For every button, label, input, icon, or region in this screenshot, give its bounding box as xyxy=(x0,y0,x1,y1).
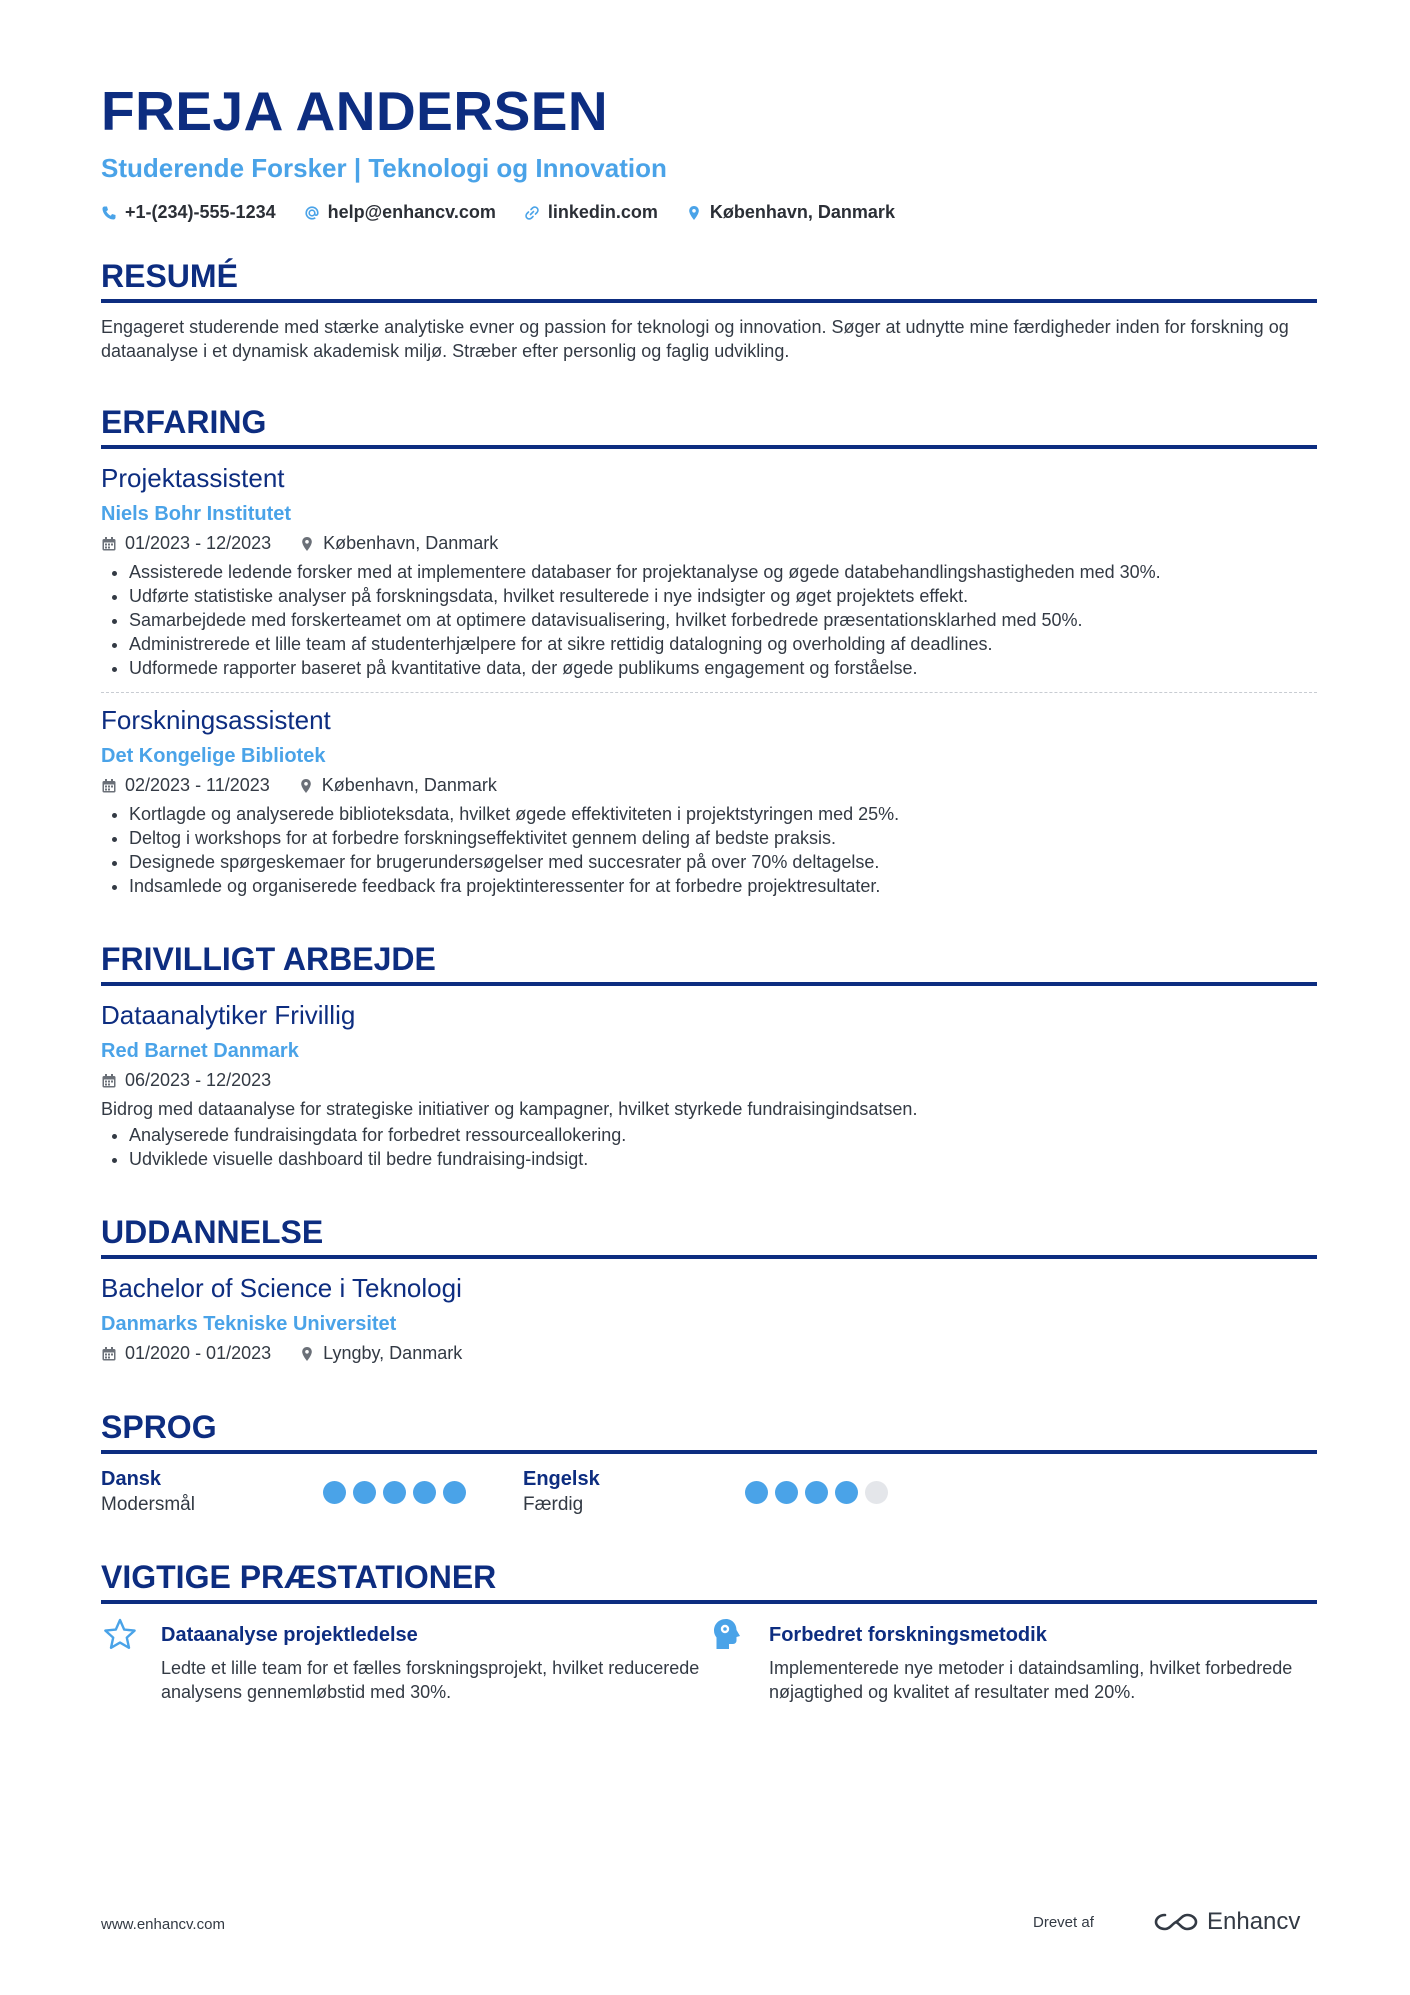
bullet-item: • Designede spørgeskemaer for brugerundersøgelser med succesrater på over 70% deltagelse. xyxy=(129,850,1317,874)
job-org: Det Kongelige Bibliotek xyxy=(101,745,326,767)
job-dates xyxy=(101,775,270,796)
enhancv-logo-icon xyxy=(1153,1910,1199,1934)
volunteer-meta xyxy=(101,1070,1317,1091)
dates-text: 06/2023 - 12/2023 xyxy=(125,1070,272,1090)
achievement-body xyxy=(161,1616,701,1704)
bullet-item: • Kortlagde og analyserede biblioteksdata, hvilket øgede effektiviteten i projektstyringen med 25%. xyxy=(129,802,1317,826)
section-title: FRIVILLIGT ARBEJDE xyxy=(101,941,436,977)
bullet-item: • Samarbejdede med forskerteamet om at optimere datavisualisering, hvilket forbedrede præsentationsklarhed med 50%. xyxy=(129,608,1317,632)
star-icon xyxy=(101,1616,139,1654)
footer-powered-by: Drevet af xyxy=(1033,1914,1094,1931)
rating-dot-filled xyxy=(443,1481,466,1504)
education-dates xyxy=(101,1343,271,1364)
job-role: Projektassistent xyxy=(101,463,285,493)
job-role: Forskningsassistent xyxy=(101,705,331,735)
section-title: SPROG xyxy=(101,1409,217,1445)
contact-phone[interactable] xyxy=(101,202,276,223)
achievement-title: Forbedret forskningsmetodik xyxy=(769,1624,1047,1646)
location-pin-icon xyxy=(686,205,702,221)
language-name: Dansk xyxy=(101,1468,162,1490)
section-rule xyxy=(101,299,1317,303)
achievement-text: Implementerede nye metoder i dataindsamling, hvilket forbedrede nøjagtighed og kvalitet af resultater med 20%. xyxy=(769,1658,1293,1702)
rating-dot-filled xyxy=(745,1481,768,1504)
location-text: Lyngby, Danmark xyxy=(323,1343,463,1363)
head-brain-icon xyxy=(709,1616,747,1654)
bullet-item: • Analyserede fundraisingdata for forbedret ressourceallokering. xyxy=(129,1123,1317,1147)
location-pin-icon xyxy=(298,778,314,794)
section-title: VIGTIGE PRÆSTATIONER xyxy=(101,1559,497,1595)
location-pin-icon xyxy=(299,1346,315,1362)
footer xyxy=(101,1908,1317,1942)
contact-linkedin[interactable] xyxy=(524,202,658,223)
rating-dot-filled xyxy=(413,1481,436,1504)
rating-dot-filled xyxy=(353,1481,376,1504)
candidate-name: FREJA ANDERSEN xyxy=(101,80,609,142)
contact-email[interactable] xyxy=(304,202,496,223)
bullet-item: • Deltog i workshops for at forbedre forskningseffektivitet gennem deling af bedste praksis. xyxy=(129,826,1317,850)
footer-url[interactable]: www.enhancv.com xyxy=(101,1916,225,1933)
section-rule xyxy=(101,982,1317,986)
school: Danmarks Tekniske Universitet xyxy=(101,1313,397,1335)
language-rating xyxy=(323,1481,466,1504)
location-text: København, Danmark xyxy=(321,775,497,795)
section-title: RESUMÉ xyxy=(101,258,238,294)
language-item xyxy=(101,1466,523,1518)
job-meta xyxy=(101,775,1317,796)
volunteer-org: Red Barnet Danmark xyxy=(101,1040,299,1062)
education-location xyxy=(299,1343,462,1364)
job-bullets xyxy=(101,802,1317,898)
language-level: Færdig xyxy=(523,1494,584,1515)
achievement-item xyxy=(709,1616,1317,1704)
education-meta xyxy=(101,1343,1317,1364)
bullet-item: • Indsamlede og organiserede feedback fra projektinteressenter for at forbedre projektresultater. xyxy=(129,874,1317,898)
achievements-row xyxy=(101,1616,1317,1704)
language-rating xyxy=(745,1481,888,1504)
job-location xyxy=(299,533,498,554)
bullet-item: • Udformede rapporter baseret på kvantitative data, der øgede publikums engagement og forståelse. xyxy=(129,656,1317,680)
achievements-section xyxy=(101,1558,1317,1704)
linkedin-text: linkedin.com xyxy=(547,202,658,222)
job-dates xyxy=(101,533,271,554)
bullet-item: • Administrerede et lille team af studenterhjælpere for at sikre rettidig datalogning og overholding af deadlines. xyxy=(129,632,1317,656)
section-title: ERFARING xyxy=(101,404,267,440)
entry-divider xyxy=(101,692,1317,693)
summary-text: Engageret studerende med stærke analytiske evner og passion for teknologi og innovation. Søger at udnytte mine færdigheder inden for forskning og dataanalyse i et dynamisk akademisk miljø. Stræber efter personlig og faglig udvikling. xyxy=(101,317,1289,361)
section-rule xyxy=(101,1450,1317,1454)
phone-icon xyxy=(101,205,117,221)
contact-bar xyxy=(101,202,1317,223)
bullet-item: • Udførte statistiske analyser på forskningsdata, hvilket resulterede i nye indsigter og øget projektets effekt. xyxy=(129,584,1317,608)
volunteer-section xyxy=(101,940,1317,1171)
language-name: Engelsk xyxy=(523,1468,600,1490)
section-rule xyxy=(101,1255,1317,1259)
section-rule xyxy=(101,1600,1317,1604)
contact-location xyxy=(686,202,895,223)
language-level: Modersmål xyxy=(101,1494,195,1515)
calendar-icon xyxy=(101,1346,117,1362)
section-rule xyxy=(101,445,1317,449)
achievement-item xyxy=(101,1616,709,1704)
candidate-title: Studerende Forsker | Teknologi og Innovation xyxy=(101,153,667,183)
summary-section xyxy=(101,257,1317,363)
section-title: UDDANNELSE xyxy=(101,1214,324,1250)
language-text xyxy=(101,1466,323,1518)
volunteer-bullets xyxy=(101,1123,1317,1171)
rating-dot-filled xyxy=(323,1481,346,1504)
volunteer-role: Dataanalytiker Frivillig xyxy=(101,1000,356,1030)
calendar-icon xyxy=(101,536,117,552)
location-text: København, Danmark xyxy=(709,202,895,222)
email-text: help@enhancv.com xyxy=(327,202,496,222)
rating-dot-filled xyxy=(383,1481,406,1504)
dates-text: 01/2020 - 01/2023 xyxy=(125,1343,272,1363)
phone-text: +1-(234)-555-1234 xyxy=(125,202,276,222)
experience-section xyxy=(101,403,1317,898)
achievement-title: Dataanalyse projektledelse xyxy=(161,1624,418,1646)
volunteer-dates xyxy=(101,1070,271,1091)
languages-section xyxy=(101,1408,1317,1518)
language-text xyxy=(523,1466,745,1518)
rating-dot-filled xyxy=(835,1481,858,1504)
bullet-item: • Udviklede visuelle dashboard til bedre fundraising-indsigt. xyxy=(129,1147,1317,1171)
rating-dot-filled xyxy=(775,1481,798,1504)
brand-logo[interactable] xyxy=(1153,1908,1300,1936)
link-icon xyxy=(524,205,540,221)
dates-text: 01/2023 - 12/2023 xyxy=(125,533,272,553)
experience-entry xyxy=(101,703,1317,898)
brand-name: Enhancv xyxy=(1207,1908,1301,1935)
dates-text: 02/2023 - 11/2023 xyxy=(125,775,270,795)
at-icon xyxy=(304,205,320,221)
education-section xyxy=(101,1213,1317,1364)
achievement-body xyxy=(769,1616,1309,1704)
location-text: København, Danmark xyxy=(323,533,499,553)
calendar-icon xyxy=(101,778,117,794)
job-meta xyxy=(101,533,1317,554)
job-location xyxy=(298,775,497,796)
degree: Bachelor of Science i Teknologi xyxy=(101,1273,462,1303)
achievement-text: Ledte et lille team for et fælles forskningsprojekt, hvilket reducerede analysens gennemløbstid med 30%. xyxy=(161,1658,700,1702)
languages-row xyxy=(101,1466,1317,1518)
job-bullets xyxy=(101,560,1317,680)
language-item xyxy=(523,1466,945,1518)
resume-page xyxy=(101,80,1317,1704)
rating-dot-empty xyxy=(865,1481,888,1504)
bullet-item: • Assisterede ledende forsker med at implementere databaser for projektanalyse og øgede databehandlingshastigheden med 30%. xyxy=(129,560,1317,584)
job-org: Niels Bohr Institutet xyxy=(101,503,292,525)
volunteer-description: Bidrog med dataanalyse for strategiske initiativer og kampagner, hvilket styrkede fundraisingindsatsen. xyxy=(101,1099,918,1119)
location-pin-icon xyxy=(299,536,315,552)
rating-dot-filled xyxy=(805,1481,828,1504)
calendar-icon xyxy=(101,1073,117,1089)
experience-entry xyxy=(101,461,1317,680)
